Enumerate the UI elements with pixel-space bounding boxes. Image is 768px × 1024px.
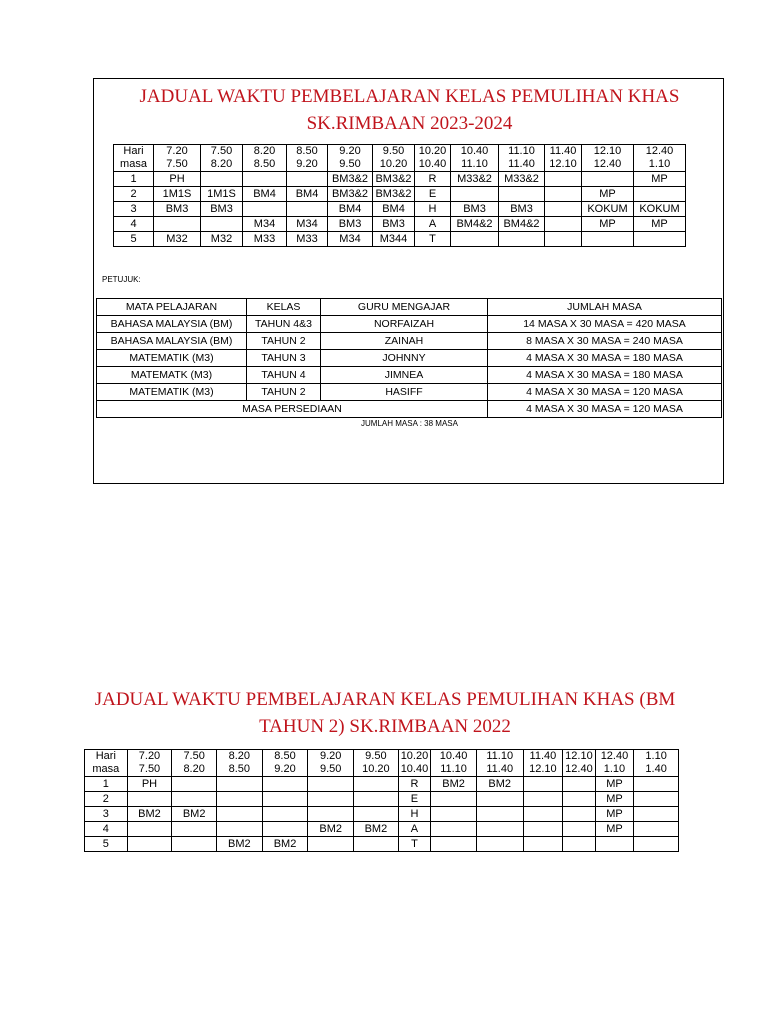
timetable-cell: M34 bbox=[328, 232, 373, 247]
time-slot-header bbox=[85, 750, 128, 777]
day-row bbox=[114, 217, 686, 232]
header-line: 11.40 bbox=[486, 763, 514, 775]
time-slot-header bbox=[154, 145, 201, 172]
header-line: 7.20 bbox=[166, 145, 188, 157]
info-cell: ZAINAH bbox=[321, 333, 488, 350]
time-slot-header bbox=[216, 750, 262, 777]
timetable-cell: A bbox=[398, 822, 430, 837]
header-line: 10.40 bbox=[460, 145, 489, 157]
info-cell: MATEMATK (M3) bbox=[97, 367, 247, 384]
day-row bbox=[114, 232, 686, 247]
timetable-cell: BM3 bbox=[499, 202, 545, 217]
header-line: 8.50 bbox=[228, 763, 251, 775]
section-2-title bbox=[60, 686, 710, 740]
header-line: 9.50 bbox=[319, 763, 342, 775]
header-line: 12.10 bbox=[593, 145, 622, 157]
timetable-cell bbox=[634, 807, 679, 822]
timetable-cell bbox=[172, 792, 217, 807]
header-line: 8.50 bbox=[296, 145, 318, 157]
header-line: 1.40 bbox=[645, 763, 667, 775]
header-line: 10.40 bbox=[400, 763, 429, 775]
day-row bbox=[85, 792, 679, 807]
timetable-cell bbox=[523, 807, 563, 822]
day-number-cell: 4 bbox=[85, 822, 128, 837]
header-line: 8.20 bbox=[253, 145, 276, 157]
timetable-cell bbox=[308, 837, 354, 852]
timetable-cell bbox=[545, 187, 582, 202]
timetable-cell: MP bbox=[595, 822, 634, 837]
timetable-cell bbox=[451, 187, 499, 202]
timetable-cell: BM3&2 bbox=[373, 172, 415, 187]
timetable-cell: BM2 bbox=[262, 837, 308, 852]
time-slot-header bbox=[373, 145, 415, 172]
timetable-cell: M34 bbox=[287, 217, 328, 232]
timetable-cell bbox=[354, 777, 399, 792]
time-slot-header bbox=[243, 145, 287, 172]
title-line-1: JADUAL WAKTU PEMBELAJARAN KELAS PEMULIHAN KHAS bbox=[139, 86, 680, 107]
header-line: 7.50 bbox=[210, 145, 233, 157]
info-header-cell: JUMLAH MASA bbox=[488, 299, 722, 316]
timetable-cell: BM2 bbox=[172, 807, 217, 822]
timetable-cell bbox=[216, 807, 262, 822]
timetable-cell bbox=[354, 837, 399, 852]
header-line: 10.20 bbox=[362, 763, 390, 775]
info-cell: TAHUN 4&3 bbox=[247, 316, 321, 333]
timetable-cell: M33&2 bbox=[499, 172, 545, 187]
day-row bbox=[85, 807, 679, 822]
timetable-cell bbox=[354, 792, 399, 807]
timetable-cell bbox=[262, 792, 308, 807]
day-row bbox=[85, 777, 679, 792]
timetable-cell bbox=[545, 172, 582, 187]
time-slot-header bbox=[127, 750, 172, 777]
timetable-cell bbox=[523, 822, 563, 837]
time-slot-header bbox=[634, 145, 686, 172]
timetable-cell bbox=[201, 172, 243, 187]
timetable-cell bbox=[523, 777, 563, 792]
header-line: 7.50 bbox=[183, 750, 205, 762]
timetable-cell: BM3&2 bbox=[328, 172, 373, 187]
timetable-cell bbox=[201, 217, 243, 232]
timetable-cell: BM3 bbox=[451, 202, 499, 217]
timetable-cell: BM3 bbox=[154, 202, 201, 217]
time-slot-header bbox=[287, 145, 328, 172]
timetable-cell bbox=[127, 837, 172, 852]
info-cell: MATEMATIK (M3) bbox=[97, 384, 247, 401]
timetable-cell bbox=[523, 792, 563, 807]
header-line: 8.20 bbox=[228, 750, 251, 762]
header-line: 11.10 bbox=[486, 750, 514, 762]
info-cell: 8 MASA X 30 MASA = 240 MASA bbox=[488, 333, 722, 350]
timetable-cell bbox=[476, 822, 523, 837]
timetable-cell: M33 bbox=[243, 232, 287, 247]
header-line: 12.10 bbox=[549, 158, 577, 170]
timetable-cell bbox=[451, 232, 499, 247]
timetable-cell: BM2 bbox=[476, 777, 523, 792]
header-line: 11.40 bbox=[508, 158, 535, 170]
day-number-cell: 3 bbox=[114, 202, 154, 217]
timetable-cell bbox=[563, 807, 595, 822]
timetable-cell bbox=[595, 837, 634, 852]
time-slot-header bbox=[415, 145, 451, 172]
day-number-cell: 2 bbox=[85, 792, 128, 807]
timetable-cell: BM2 bbox=[308, 822, 354, 837]
day-number-cell: 3 bbox=[85, 807, 128, 822]
info-cell: BAHASA MALAYSIA (BM) bbox=[97, 333, 247, 350]
timetable-cell: MP bbox=[595, 777, 634, 792]
timetable-cell bbox=[563, 837, 595, 852]
timetable-cell bbox=[172, 837, 217, 852]
timetable-cell: T bbox=[398, 837, 430, 852]
persediaan-label: MASA PERSEDIAAN bbox=[97, 401, 488, 418]
title-line-2: SK.RIMBAAN 2023-2024 bbox=[306, 113, 513, 134]
timetable-cell bbox=[431, 837, 477, 852]
time-slot-header bbox=[634, 750, 679, 777]
header-line: 7.20 bbox=[138, 750, 161, 762]
timetable-cell: 1M1S bbox=[201, 187, 243, 202]
timetable-cell bbox=[545, 217, 582, 232]
header-line: Hari bbox=[95, 750, 116, 762]
timetable-cell bbox=[262, 807, 308, 822]
info-cell: JOHNNY bbox=[321, 350, 488, 367]
timetable-cell: BM2 bbox=[354, 822, 399, 837]
timetable-cell: M33 bbox=[287, 232, 328, 247]
timetable-cell bbox=[262, 777, 308, 792]
header-line: masa bbox=[92, 763, 120, 775]
header-line: 11.10 bbox=[461, 158, 488, 170]
info-cell: 4 MASA X 30 MASA = 120 MASA bbox=[488, 384, 722, 401]
time-slot-header bbox=[308, 750, 354, 777]
title-line-2: TAHUN 2) SK.RIMBAAN 2022 bbox=[259, 716, 511, 737]
timetable-cell bbox=[308, 777, 354, 792]
timetable-cell: BM4 bbox=[373, 202, 415, 217]
info-header-cell: MATA PELAJARAN bbox=[97, 299, 247, 316]
time-slot-header bbox=[398, 750, 430, 777]
day-row bbox=[114, 187, 686, 202]
timetable-cell: BM2 bbox=[216, 837, 262, 852]
timetable-cell: PH bbox=[154, 172, 201, 187]
timetable-cell bbox=[634, 777, 679, 792]
header-line: Hari bbox=[123, 145, 144, 157]
timetable-cell: M33&2 bbox=[451, 172, 499, 187]
info-cell: NORFAIZAH bbox=[321, 316, 488, 333]
timetable-cell: BM2 bbox=[431, 777, 477, 792]
day-row bbox=[114, 202, 686, 217]
info-cell: HASIFF bbox=[321, 384, 488, 401]
time-slot-header bbox=[563, 750, 595, 777]
timetable-cell bbox=[287, 202, 328, 217]
header-line: 1.10 bbox=[645, 750, 667, 762]
timetable-cell bbox=[634, 822, 679, 837]
timetable-cell: A bbox=[415, 217, 451, 232]
time-slot-header bbox=[582, 145, 634, 172]
timetable-cell: BM4 bbox=[243, 187, 287, 202]
info-cell: MATEMATIK (M3) bbox=[97, 350, 247, 367]
timetable-cell bbox=[127, 822, 172, 837]
day-number-cell: 4 bbox=[114, 217, 154, 232]
time-slot-header bbox=[114, 145, 154, 172]
title-line-1: JADUAL WAKTU PEMBELAJARAN KELAS PEMULIHAN KHAS (BM bbox=[94, 689, 676, 710]
header-line: masa bbox=[120, 158, 147, 170]
persediaan-value: 4 MASA X 30 MASA = 120 MASA bbox=[488, 401, 722, 418]
timetable-cell bbox=[308, 792, 354, 807]
info-row bbox=[97, 384, 722, 401]
timetable-cell bbox=[308, 807, 354, 822]
time-slot-header bbox=[451, 145, 499, 172]
timetable-cell bbox=[216, 792, 262, 807]
timetable-cell: BM4&2 bbox=[499, 217, 545, 232]
header-line: 12.40 bbox=[600, 750, 629, 762]
header-line: 12.40 bbox=[645, 145, 674, 157]
header-line: 1.10 bbox=[648, 158, 671, 170]
timetable-cell: MP bbox=[582, 187, 634, 202]
timetable-cell: T bbox=[415, 232, 451, 247]
timetable-cell: BM3&2 bbox=[373, 187, 415, 202]
petunjuk-label: PETUJUK: bbox=[102, 275, 141, 284]
timetable-cell bbox=[216, 822, 262, 837]
timetable-cell bbox=[127, 792, 172, 807]
day-row bbox=[85, 837, 679, 852]
info-cell: JIMNEA bbox=[321, 367, 488, 384]
header-line: 1.10 bbox=[603, 763, 626, 775]
header-line: 9.50 bbox=[382, 145, 405, 157]
day-number-cell: 1 bbox=[85, 777, 128, 792]
day-number-cell: 5 bbox=[114, 232, 154, 247]
header-line: 8.20 bbox=[210, 158, 233, 170]
header-line: 11.10 bbox=[440, 763, 467, 775]
header-line: 7.50 bbox=[166, 158, 188, 170]
timetable-2023 bbox=[113, 144, 686, 247]
header-line: 9.20 bbox=[274, 763, 296, 775]
info-header-cell: KELAS bbox=[247, 299, 321, 316]
header-line: 10.20 bbox=[400, 750, 429, 762]
timetable-cell bbox=[476, 792, 523, 807]
header-line: 12.10 bbox=[529, 763, 557, 775]
timetable-cell: H bbox=[398, 807, 430, 822]
timetable-cell bbox=[431, 792, 477, 807]
timetable-cell: BM4&2 bbox=[451, 217, 499, 232]
timetable-cell bbox=[545, 232, 582, 247]
timetable-cell bbox=[634, 792, 679, 807]
header-line: 12.40 bbox=[593, 158, 622, 170]
day-row bbox=[114, 172, 686, 187]
header-line: 10.20 bbox=[418, 145, 447, 157]
timetable-cell: 1M1S bbox=[154, 187, 201, 202]
timetable-cell: MP bbox=[634, 172, 686, 187]
timetable-cell: BM3 bbox=[328, 217, 373, 232]
header-line: 11.40 bbox=[529, 750, 557, 762]
time-slot-header bbox=[262, 750, 308, 777]
info-cell: 4 MASA X 30 MASA = 180 MASA bbox=[488, 367, 722, 384]
time-header-row bbox=[85, 750, 679, 777]
day-number-cell: 2 bbox=[114, 187, 154, 202]
page-title bbox=[94, 83, 725, 137]
timetable-cell: BM4 bbox=[328, 202, 373, 217]
header-line: 8.50 bbox=[253, 158, 276, 170]
timetable-cell: MP bbox=[582, 217, 634, 232]
time-header-row bbox=[114, 145, 686, 172]
timetable-cell bbox=[563, 792, 595, 807]
info-cell: TAHUN 2 bbox=[247, 384, 321, 401]
timetable-cell bbox=[634, 232, 686, 247]
day-number-cell: 1 bbox=[114, 172, 154, 187]
header-line: 10.40 bbox=[439, 750, 468, 762]
header-line: 9.20 bbox=[319, 750, 342, 762]
header-line: 10.20 bbox=[379, 158, 408, 170]
info-cell: TAHUN 2 bbox=[247, 333, 321, 350]
day-row bbox=[85, 822, 679, 837]
info-row bbox=[97, 316, 722, 333]
time-slot-header bbox=[201, 145, 243, 172]
timetable-cell: M344 bbox=[373, 232, 415, 247]
time-slot-header bbox=[545, 145, 582, 172]
time-slot-header bbox=[431, 750, 477, 777]
header-line: 8.50 bbox=[274, 750, 296, 762]
timetable-cell bbox=[172, 822, 217, 837]
timetable-cell bbox=[431, 807, 477, 822]
time-slot-header bbox=[499, 145, 545, 172]
header-line: 7.50 bbox=[138, 763, 161, 775]
header-line: 10.40 bbox=[418, 158, 447, 170]
info-row bbox=[97, 333, 722, 350]
info-header-cell: GURU MENGAJAR bbox=[321, 299, 488, 316]
timetable-cell bbox=[523, 837, 563, 852]
timetable-cell bbox=[243, 202, 287, 217]
header-line: 12.10 bbox=[565, 750, 593, 762]
timetable-cell: BM2 bbox=[127, 807, 172, 822]
timetable-cell bbox=[634, 187, 686, 202]
time-slot-header bbox=[523, 750, 563, 777]
info-row bbox=[97, 367, 722, 384]
info-cell: BAHASA MALAYSIA (BM) bbox=[97, 316, 247, 333]
header-line: 11.40 bbox=[549, 145, 577, 157]
timetable-cell bbox=[545, 202, 582, 217]
header-line: 12.40 bbox=[565, 763, 593, 775]
timetable-cell: M32 bbox=[154, 232, 201, 247]
timetable-cell: E bbox=[415, 187, 451, 202]
timetable-cell: BM3 bbox=[201, 202, 243, 217]
day-number-cell: 5 bbox=[85, 837, 128, 852]
timetable-cell: KOKUM bbox=[634, 202, 686, 217]
header-line: 11.10 bbox=[508, 145, 535, 157]
jumlah-masa-total: JUMLAH MASA : 38 MASA bbox=[361, 419, 458, 428]
subject-info-table bbox=[96, 298, 722, 418]
timetable-cell: MP bbox=[595, 792, 634, 807]
timetable-cell bbox=[499, 232, 545, 247]
info-cell: TAHUN 3 bbox=[247, 350, 321, 367]
timetable-cell: BM4 bbox=[287, 187, 328, 202]
timetable-cell: R bbox=[415, 172, 451, 187]
time-slot-header bbox=[354, 750, 399, 777]
timetable-cell: E bbox=[398, 792, 430, 807]
header-line: 9.20 bbox=[339, 145, 361, 157]
header-line: 9.50 bbox=[365, 750, 387, 762]
timetable-2022 bbox=[84, 749, 679, 852]
timetable-cell bbox=[476, 807, 523, 822]
timetable-cell bbox=[154, 217, 201, 232]
timetable-cell bbox=[499, 187, 545, 202]
timetable-cell bbox=[563, 777, 595, 792]
timetable-cell bbox=[563, 822, 595, 837]
timetable-cell: M32 bbox=[201, 232, 243, 247]
timetable-cell: KOKUM bbox=[582, 202, 634, 217]
timetable-cell bbox=[582, 232, 634, 247]
timetable-panel-2023 bbox=[93, 78, 724, 484]
info-row bbox=[97, 350, 722, 367]
timetable-cell bbox=[634, 837, 679, 852]
timetable-cell: R bbox=[398, 777, 430, 792]
timetable-cell: MP bbox=[634, 217, 686, 232]
timetable-cell bbox=[582, 172, 634, 187]
time-slot-header bbox=[595, 750, 634, 777]
info-cell: 14 MASA X 30 MASA = 420 MASA bbox=[488, 316, 722, 333]
timetable-cell bbox=[243, 172, 287, 187]
timetable-cell bbox=[262, 822, 308, 837]
timetable-cell bbox=[354, 807, 399, 822]
time-slot-header bbox=[172, 750, 217, 777]
time-slot-header bbox=[328, 145, 373, 172]
persediaan-row bbox=[97, 401, 722, 418]
timetable-cell bbox=[431, 822, 477, 837]
header-line: 8.20 bbox=[183, 763, 205, 775]
time-slot-header bbox=[476, 750, 523, 777]
timetable-cell: MP bbox=[595, 807, 634, 822]
timetable-cell bbox=[287, 172, 328, 187]
info-cell: TAHUN 4 bbox=[247, 367, 321, 384]
timetable-cell bbox=[476, 837, 523, 852]
info-header-row bbox=[97, 299, 722, 316]
timetable-cell: BM3&2 bbox=[328, 187, 373, 202]
header-line: 9.50 bbox=[339, 158, 361, 170]
timetable-cell: H bbox=[415, 202, 451, 217]
timetable-cell: BM3 bbox=[373, 217, 415, 232]
timetable-cell: PH bbox=[127, 777, 172, 792]
timetable-cell: M34 bbox=[243, 217, 287, 232]
info-cell: 4 MASA X 30 MASA = 180 MASA bbox=[488, 350, 722, 367]
timetable-cell bbox=[172, 777, 217, 792]
timetable-cell bbox=[216, 777, 262, 792]
header-line: 9.20 bbox=[296, 158, 318, 170]
